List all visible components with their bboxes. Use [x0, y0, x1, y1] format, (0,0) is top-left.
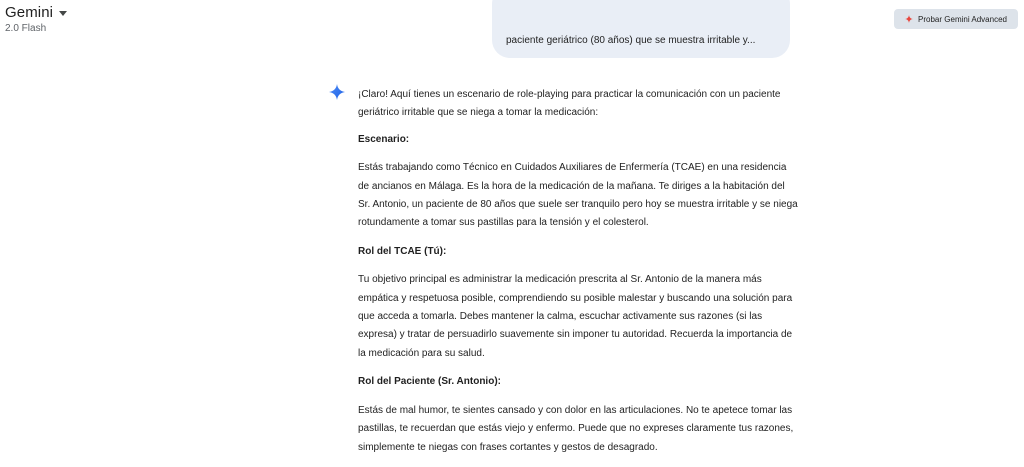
- model-name[interactable]: Gemini: [5, 4, 54, 21]
- chevron-down-icon[interactable]: [59, 11, 67, 16]
- try-advanced-button[interactable]: [894, 9, 1018, 29]
- section-body-rol-paciente: Estás de mal humor, te sientes cansado y con dolor en las articulaciones. No te apetece tomar las pastillas, te recuerdan que estás viejo y enfermo. Puede que no expreses claramente tus razones, simplemente te niegas con frases cortantes y gestos de desagrado.: [358, 404, 794, 453]
- try-advanced-label[interactable]: Probar Gemini Advanced: [918, 14, 1007, 24]
- section-body-escenario: Estás trabajando como Técnico en Cuidados Auxiliares de Enfermería (TCAE) en una residencia de ancianos en Málaga. Es la hora de la medicación de la mañana. Te diriges a la habitación del Sr. Antonio, un paciente de 80 años que suele ser tranquilo pero hoy se muestra irritable y se niega rotundamente a tomar sus pastillas para la tensión y el colesterol.: [358, 162, 798, 229]
- section-body-rol-tcae: Tu objetivo principal es administrar la medicación prescrita al Sr. Antonio de la manera más empática y respetuosa posible, comprendiendo su posible malestar y buscando una solución para que acceda a tomarla. Debes mantener la calma, escuchar activamente sus razones (si las expresa) y tratar de persuadirlo suavemente sin imponer tu autoridad. Recuerda la importancia de la medicación para su salud.: [358, 274, 793, 359]
- user-message-text: paciente geriátrico (80 años) que se muestra irritable y...: [506, 35, 756, 46]
- response-intro: ¡Claro! Aquí tienes un escenario de role-playing para practicar la comunicación con un paciente geriátrico irritable que se niega a tomar la medicación:: [358, 89, 781, 119]
- gemini-response: [358, 86, 798, 467]
- sparkle-small-icon: [905, 15, 913, 23]
- section-heading-escenario: Escenario:: [358, 133, 410, 145]
- model-title-row[interactable]: [5, 4, 67, 21]
- model-switcher[interactable]: [5, 4, 67, 34]
- user-message-bubble: [492, 0, 790, 58]
- model-version: 2.0 Flash: [5, 23, 47, 34]
- gemini-sparkle-icon: [329, 84, 345, 100]
- section-heading-rol-tcae: Rol del TCAE (Tú):: [358, 245, 447, 257]
- section-heading-rol-paciente: Rol del Paciente (Sr. Antonio):: [358, 376, 501, 388]
